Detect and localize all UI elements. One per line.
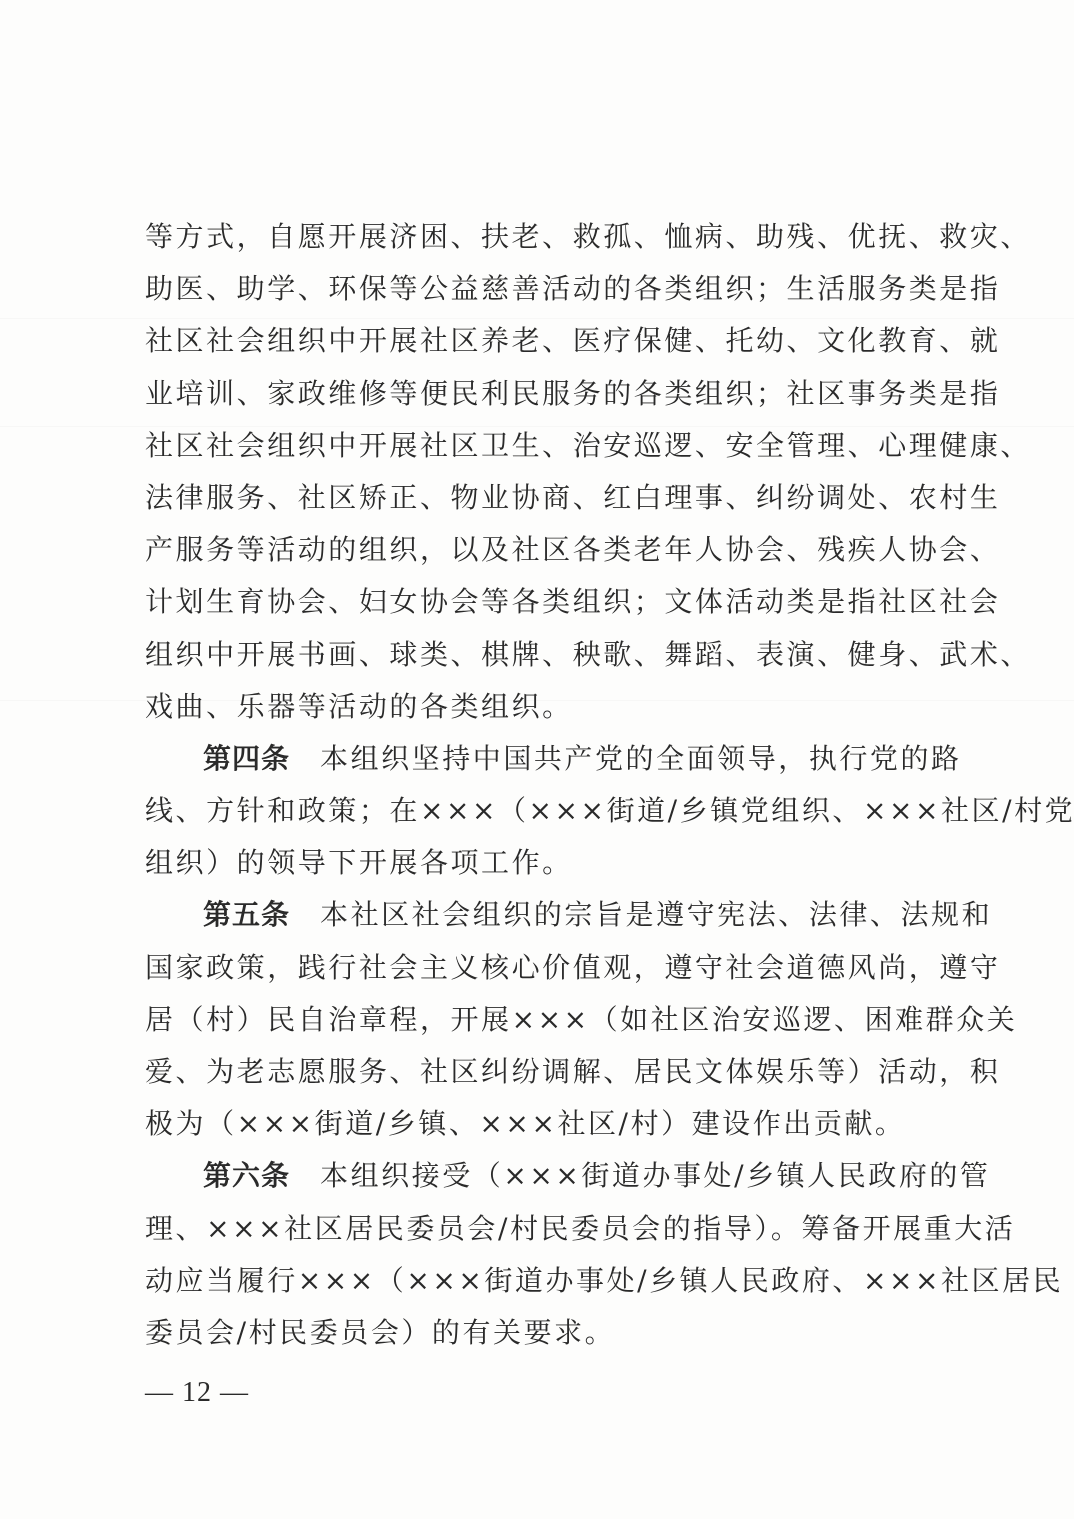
text-line: 产服务等活动的组织，以及社区各类老年人协会、残疾人协会、 (145, 533, 1001, 567)
article-4-heading-line (145, 733, 962, 785)
article-6-first-line: 本组织接受（×××街道办事处/乡镇人民政府的管 (320, 1159, 991, 1193)
text-line: 委员会/村民委员会）的有关要求。 (145, 1315, 616, 1349)
article-6-label: 第六条 (203, 1159, 291, 1193)
text-line: 国家政策，践行社会主义核心价值观，遵守社会道德风尚，遵守 (145, 950, 1001, 984)
page-number: — 12 — (145, 1377, 249, 1408)
text-line: 极为（×××街道/乡镇、×××社区/村）建设作出贡献。 (145, 1107, 906, 1141)
article-6-heading-line (145, 1150, 991, 1202)
text-line: 社区社会组织中开展社区卫生、治安巡逻、安全管理、心理健康、 (145, 428, 1031, 462)
text-line: 组织中开展书画、球类、棋牌、秧歌、舞蹈、表演、健身、武术、 (145, 637, 1031, 671)
text-line: 社区社会组织中开展社区养老、医疗保健、托幼、文化教育、就 (145, 324, 1001, 358)
text-line: 等方式，自愿开展济困、扶老、救孤、恤病、助残、优抚、救灾、 (145, 220, 1031, 253)
article-5-heading-line (145, 889, 993, 941)
article-5-first-line: 本社区社会组织的宗旨是遵守宪法、法律、法规和 (320, 898, 993, 932)
text-line: 助医、助学、环保等公益慈善活动的各类组织；生活服务类是指 (145, 272, 1001, 306)
article-4-first-line: 本组织坚持中国共产党的全面领导，执行党的路 (320, 741, 962, 775)
article-4-label: 第四条 (203, 741, 291, 775)
text-line: 法律服务、社区矫正、物业协商、红白理事、纠纷调处、农村生 (145, 480, 1001, 514)
text-line: 戏曲、乐器等活动的各类组织。 (145, 689, 573, 723)
text-line: 动应当履行×××（×××街道办事处/乡镇人民政府、×××社区居民 (145, 1263, 1064, 1297)
text-line: 爱、为老志愿服务、社区纠纷调解、居民文体娱乐等）活动，积 (145, 1055, 1001, 1088)
text-line: 线、方针和政策；在×××（×××街道/乡镇党组织、×××社区/村党 (145, 794, 1075, 828)
text-line: 组织）的领导下开展各项工作。 (145, 846, 573, 880)
article-5-label: 第五条 (203, 898, 291, 932)
text-line: 居（村）民自治章程，开展×××（如社区治安巡逻、困难群众关 (145, 1002, 1018, 1036)
text-line: 业培训、家政维修等便民利民服务的各类组织；社区事务类是指 (145, 376, 1001, 410)
document-body (145, 211, 1075, 1359)
text-line: 计划生育协会、妇女协会等各类组织；文体活动类是指社区社会 (145, 585, 1001, 619)
text-line: 理、×××社区居民委员会/村民委员会的指导）。筹备开展重大活 (145, 1211, 1016, 1245)
